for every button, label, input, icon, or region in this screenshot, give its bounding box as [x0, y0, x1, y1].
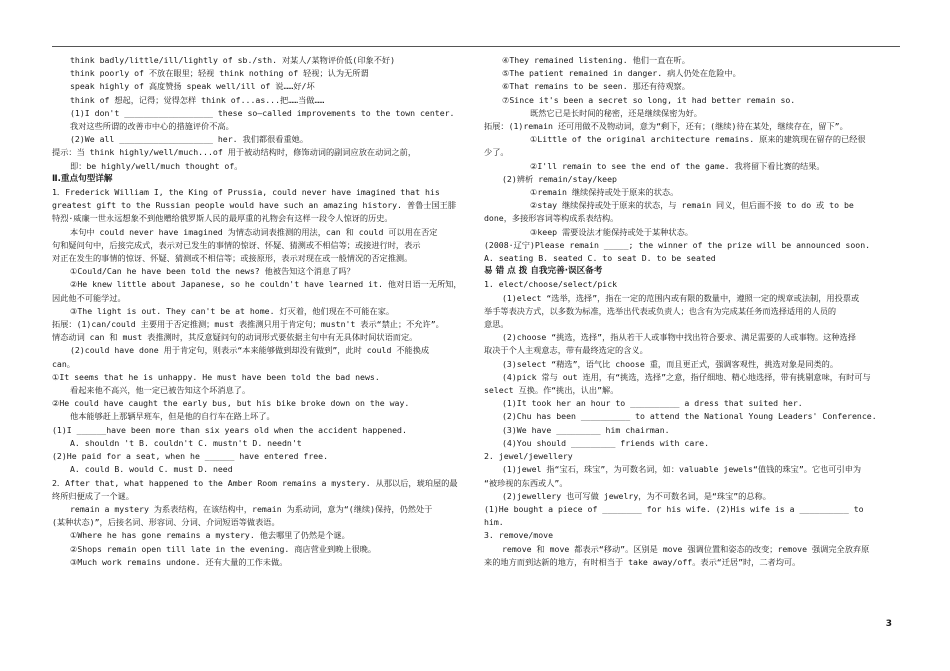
left-line: 即：be highly/well/much thought of。 [70, 160, 243, 171]
left-line: speak highly of 高度赞扬 speak well/ill of 说……好/坏 [70, 81, 315, 92]
left-line: (1)I don't __________________ these so—called improvements to the town center. [70, 107, 455, 118]
left-line: ②He could have caught the early bus, but his bike broke down on the way. [52, 398, 410, 409]
right-line: ①remain 继续保持或处于原来的状态。 [530, 187, 679, 198]
left-line: 句和疑问句中，后接完成式，表示对已发生的事情的惊讶、怀疑、猜测或不相信等；或接进行时，表示 [52, 239, 421, 250]
right-line: (2)choose “挑选，选择”，指从若干人或事物中找出符合要求、满足需要的人或事物。这种选择 [502, 332, 856, 343]
left-line: ③Much work remains undone. 还有大量的工作未做。 [70, 556, 288, 567]
left-line: remain a mystery 为系表结构，在该结构中，remain 为系动词，意为“(继续)保持，仍然处于 [70, 503, 433, 514]
right-line: (3)We have _________ him chairman. [502, 424, 670, 435]
right-line: ⑥That remains to be seen. 那还有待观察。 [502, 81, 690, 92]
right-line: remove 和 move 都表示“移动”。区别是 move 强调位置和姿态的改变；remove 强调完全放弃原 [502, 543, 870, 554]
right-line: ②I'll remain to see the end of the game. 我将留下看比赛的结果。 [530, 160, 825, 171]
right-line: ④They remained listening. 他们一直在听。 [502, 55, 690, 65]
right-line: 2. jewel/jewellery [484, 451, 573, 462]
left-line: 因此他不可能学过。 [52, 292, 126, 303]
left-line: (某种状态)”，后接名词、形容词、分词、介词短语等做表语。 [52, 517, 280, 528]
right-line: 拓展：(1)remain 还可用做不及物动词，意为“剩下，还有；(继续)待在某处，继续存在，留下”。 [484, 121, 848, 132]
left-column [52, 54, 464, 569]
left-line: think badly/little/ill/lightly of sb./sth. 对某人/某物评价低(印象不好) [70, 55, 395, 65]
right-line: 举手等表决方式，以多数为标准，选举出代表或负责人；也含有为完成某任务而选择适用的人员的 [484, 305, 837, 316]
right-line: 来的地方而到达新的地方，有时相当于 take away/off。表示“迁居”时，二者均可。 [484, 556, 801, 567]
right-line: (4)pick 常与 out 连用，有“挑选，选择”之意，指仔细地、精心地选择，带有挑剔意味，有时可与 [502, 371, 871, 382]
right-line: (4)You should _________ friends with care. [502, 437, 710, 448]
left-line: ②Shops remain open till late in the evening. 商店营业到晚上很晚。 [70, 543, 377, 554]
left-line: 1．Frederick William I, the King of Prussia, could never have imagined that his [52, 187, 440, 198]
right-line: ⑦Since it's been a secret so long, it had better remain so. [502, 94, 796, 105]
left-line: ①Could/Can he have been told the news? 他被告知这个消息了吗？ [70, 266, 355, 277]
left-line: 他本能够赶上那辆早班车，但是他的自行车在路上坏了。 [70, 411, 275, 422]
right-line: ⑤The patient remained in danger. 病人仍处在危险中。 [502, 68, 741, 79]
left-line: Ⅱ.重点句型详解 [52, 173, 113, 184]
left-line: 提示：当 think highly/well/much...of 用于被动结构时，修饰动词的副词应放在动词之前， [52, 147, 417, 158]
left-line: 我对这些所谓的改善市中心的措施评价不高。 [70, 121, 234, 132]
left-line: A. could B. would C. must D. need [70, 464, 233, 475]
right-line: (3)select “精选”，语气比 choose 重，而且更正式，强调客观性，挑选对象是同类的。 [502, 358, 839, 369]
left-line: 2．After that, what happened to the Amber Room remains a mystery. 从那以后，琥珀屋的最 [52, 477, 458, 488]
right-line: “被珍视的东西或人”。 [484, 477, 568, 488]
left-line: 对正在发生的事情的惊讶、怀疑、猜测或不相信等；或接原形，表示对现在或一般情况的否定推测。 [52, 253, 413, 264]
left-line: (2)We all ___________________ her. 我们都很看重她。 [70, 134, 309, 145]
right-line: (1)elect “选举，选择”，指在一定的范围内或有限的数量中，遵照一定的规章或法制，用投票或 [502, 292, 860, 303]
right-line: (1)jewel 指“宝石，珠宝”，为可数名词，如：valuable jewels“值钱的珠宝”。它也可引申为 [502, 464, 862, 475]
right-line: 易 错 点 拨 自我完善·误区备考 [484, 266, 603, 277]
left-line: greatest gift to the Russian people would have such an amazing history. 普鲁士国王腓 [52, 200, 457, 211]
left-line: think of 想起，记得；觉得怎样 think of...as...把……当做…… [70, 94, 325, 105]
left-line: 特烈·威廉一世永远想象不到他赠给俄罗斯人民的最厚重的礼物会有这样一段令人惊讶的历史。 [52, 213, 393, 224]
right-line: (2)辨析 remain/stay/keep [502, 173, 617, 184]
page-number: 3 [885, 619, 892, 629]
right-line: (1)It took her an hour to __________ a dress that suited her. [502, 398, 803, 409]
right-line: ①Little of the original architecture remains. 原来的建筑现在留存的已经很 [530, 134, 866, 145]
right-line: (2)Chu has been __________ to attend the National Young Leaders' Conference. [502, 411, 877, 422]
left-line: A. shouldn 't B. couldn't C. mustn't D. needn't [70, 437, 302, 448]
right-line: 1. elect/choose/select/pick [484, 279, 618, 290]
top-rule [52, 46, 900, 47]
right-line: 取决于个人主观意志，带有最终选定的含义。 [484, 345, 648, 356]
right-line: (2008·辽宁)Please remain _____; the winner of the prize will be announced soon. [484, 239, 871, 250]
left-line: (2)He paid for a seat, when he ______ have entered free. [52, 451, 329, 462]
left-line: can。 [52, 358, 75, 369]
left-line: 拓展：(1)can/could 主要用于否定推测；must 表推测只用于肯定句；mustn't 表示“禁止；不允许”。 [52, 319, 444, 330]
right-line: done，多接形容词等构成系表结构。 [484, 213, 619, 224]
left-line: 情态动词 can 和 must 表推测时，其反意疑问句的动词形式要依据主句中有无具体时间状语而定。 [52, 332, 418, 343]
left-line: 看起来他不高兴，他一定已被告知这个坏消息了。 [70, 385, 251, 396]
left-line: ①It seems that he is unhappy. He must have been told the bad news. [52, 371, 380, 382]
right-column [484, 54, 898, 569]
right-line: him. [484, 517, 504, 528]
right-line: 少了。 [484, 147, 509, 158]
left-line: 终所归便成了一个谜。 [52, 490, 134, 501]
right-line: select 互换。作“挑出，认出”解。 [484, 385, 619, 396]
right-line: (1)He bought a piece of ________ for his wife. (2)His wife is a __________ to [484, 503, 864, 514]
right-line: A. seating B. seated C. to seat D. to be seated [484, 253, 716, 264]
right-line: (2)jewellery 也可写做 jewelry，为不可数名词，是“珠宝”的总称。 [502, 490, 771, 501]
left-line: (1)I ______have been more than six years old when the accident happened. [52, 424, 407, 435]
right-line: 既然它已是长时间的秘密，还是继续保密为好。 [530, 107, 702, 118]
right-line: ②stay 继续保持或处于原来的状态，与 remain 同义，但后面不接 to do 或 to be [530, 200, 854, 211]
left-line: ②He knew little about Japanese, so he couldn't have learned it. 他对日语一无所知， [70, 279, 462, 290]
left-line: ①Where he has gone remains a mystery. 他去哪里了仍然是个谜。 [70, 530, 350, 541]
right-line: 意思。 [484, 319, 509, 330]
right-line: ③keep 需要设法才能保持或处于某种状态。 [530, 226, 693, 237]
right-line: 3. remove/move [484, 530, 554, 541]
left-line: ③The light is out. They can't be at home. 灯灭着，他们现在不可能在家。 [70, 305, 395, 316]
left-line: 本句中 could never have imagined 为情态动词表推测的用法，can 和 could 可以用在否定 [70, 226, 438, 237]
left-line: think poorly of 不放在眼里；轻视 think nothing of 轻视；认为无所谓 [70, 68, 369, 79]
left-line: (2)could have done 用于肯定句，则表示“本来能够做到却没有做到”，此时 could 不能换成 [70, 345, 430, 356]
